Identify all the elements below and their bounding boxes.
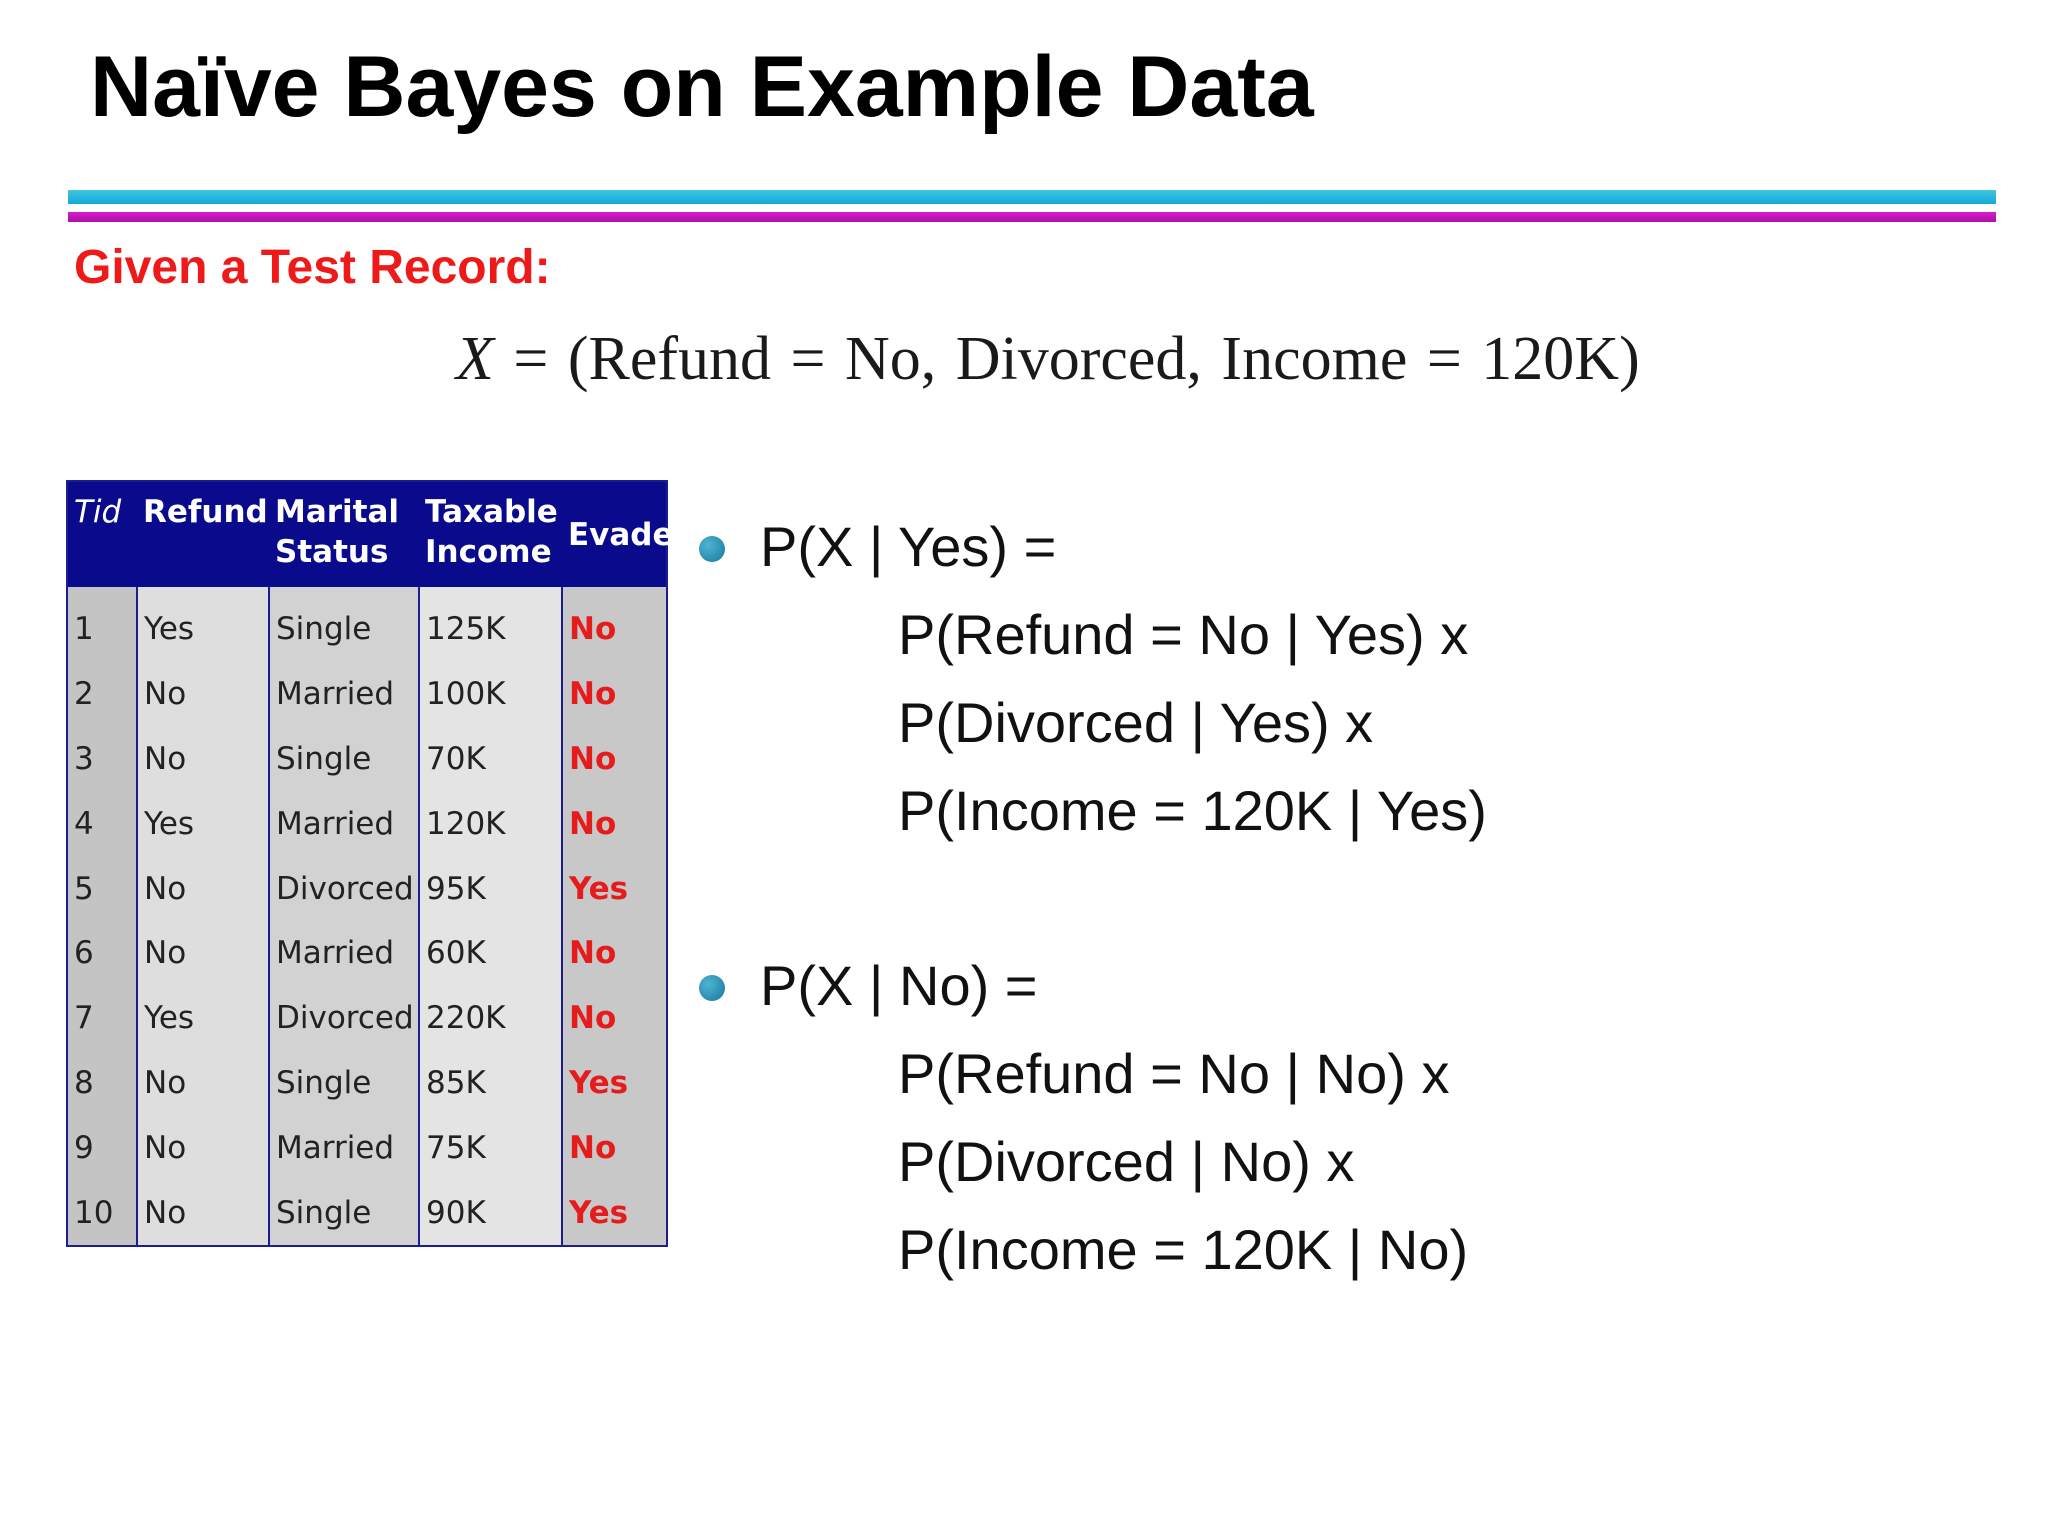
bullet-dot-no xyxy=(699,975,725,1001)
header-evade: Evade xyxy=(562,481,667,587)
table-header-row xyxy=(67,481,667,587)
bullet-head-no: P(X | No) = xyxy=(760,954,1038,1017)
cell-taxable-income: 90K xyxy=(419,1180,562,1246)
title-rule-cyan xyxy=(68,190,1996,204)
cell-marital-status: Married xyxy=(269,921,419,986)
header-tid: Tid xyxy=(67,481,137,587)
cell-marital-status: Married xyxy=(269,662,419,727)
cell-evade: No xyxy=(562,727,667,792)
slide-title: Naïve Bayes on Example Data xyxy=(90,39,1314,135)
table-row xyxy=(67,856,667,921)
table-row xyxy=(67,1051,667,1116)
cell-taxable-income: 70K xyxy=(419,727,562,792)
cell-tid: 2 xyxy=(67,662,137,727)
cell-marital-status: Divorced xyxy=(269,856,419,921)
cell-taxable-income: 120K xyxy=(419,791,562,856)
cell-refund: Yes xyxy=(137,791,269,856)
cell-tid: 10 xyxy=(67,1180,137,1246)
cell-refund: No xyxy=(137,1051,269,1116)
table-row xyxy=(67,986,667,1051)
cell-refund: Yes xyxy=(137,986,269,1051)
cell-marital-status: Married xyxy=(269,791,419,856)
cell-tid: 9 xyxy=(67,1115,137,1180)
cell-evade: No xyxy=(562,1115,667,1180)
cell-taxable-income: 60K xyxy=(419,921,562,986)
header-marital-status: Marital Status xyxy=(269,481,419,587)
bullet-dot-yes xyxy=(699,536,725,562)
table-row xyxy=(67,587,667,662)
term-income-yes: P(Income = 120K | Yes) xyxy=(898,779,1487,842)
cell-refund: No xyxy=(137,921,269,986)
cell-taxable-income: 125K xyxy=(419,587,562,662)
cell-refund: No xyxy=(137,1115,269,1180)
term-income-no: P(Income = 120K | No) xyxy=(898,1218,1469,1281)
cell-tid: 5 xyxy=(67,856,137,921)
table-row xyxy=(67,791,667,856)
term-refund-no: P(Refund = No | No) x xyxy=(898,1042,1450,1105)
table-body xyxy=(67,587,667,1246)
cell-refund: No xyxy=(137,727,269,792)
cell-refund: No xyxy=(137,856,269,921)
header-refund: Refund xyxy=(137,481,269,587)
cell-evade: Yes xyxy=(562,1180,667,1246)
cell-refund: No xyxy=(137,1180,269,1246)
cell-marital-status: Married xyxy=(269,1115,419,1180)
cell-tid: 6 xyxy=(67,921,137,986)
section-heading: Given a Test Record: xyxy=(74,241,551,294)
cell-evade: No xyxy=(562,662,667,727)
bullet-head-yes: P(X | Yes) = xyxy=(760,515,1057,578)
cell-refund: No xyxy=(137,662,269,727)
formula-variable: X xyxy=(456,325,494,393)
training-data-table xyxy=(66,480,674,1247)
cell-evade: No xyxy=(562,921,667,986)
term-refund-yes: P(Refund = No | Yes) x xyxy=(898,603,1469,666)
cell-marital-status: Single xyxy=(269,1051,419,1116)
cell-taxable-income: 95K xyxy=(419,856,562,921)
header-taxable-income: Taxable Income xyxy=(419,481,562,587)
term-divorced-no: P(Divorced | No) x xyxy=(898,1130,1355,1193)
cell-taxable-income: 100K xyxy=(419,662,562,727)
cell-tid: 4 xyxy=(67,791,137,856)
cell-marital-status: Single xyxy=(269,587,419,662)
cell-evade: No xyxy=(562,587,667,662)
formula-body: = (Refund = No, Divorced, Income = 120K) xyxy=(493,325,1640,393)
table-row xyxy=(67,1180,667,1246)
cell-evade: Yes xyxy=(562,1051,667,1116)
cell-taxable-income: 75K xyxy=(419,1115,562,1180)
test-record-formula xyxy=(456,324,1640,395)
cell-evade: No xyxy=(562,986,667,1051)
table-row xyxy=(67,727,667,792)
cell-tid: 8 xyxy=(67,1051,137,1116)
cell-marital-status: Single xyxy=(269,727,419,792)
cell-evade: No xyxy=(562,791,667,856)
cell-taxable-income: 220K xyxy=(419,986,562,1051)
title-rule-magenta xyxy=(68,212,1996,222)
cell-tid: 7 xyxy=(67,986,137,1051)
table-row xyxy=(67,1115,667,1180)
cell-tid: 3 xyxy=(67,727,137,792)
cell-evade: Yes xyxy=(562,856,667,921)
cell-marital-status: Divorced xyxy=(269,986,419,1051)
cell-tid: 1 xyxy=(67,587,137,662)
cell-marital-status: Single xyxy=(269,1180,419,1246)
term-divorced-yes: P(Divorced | Yes) x xyxy=(898,691,1374,754)
cell-taxable-income: 85K xyxy=(419,1051,562,1116)
table-row xyxy=(67,662,667,727)
cell-refund: Yes xyxy=(137,587,269,662)
table-row xyxy=(67,921,667,986)
